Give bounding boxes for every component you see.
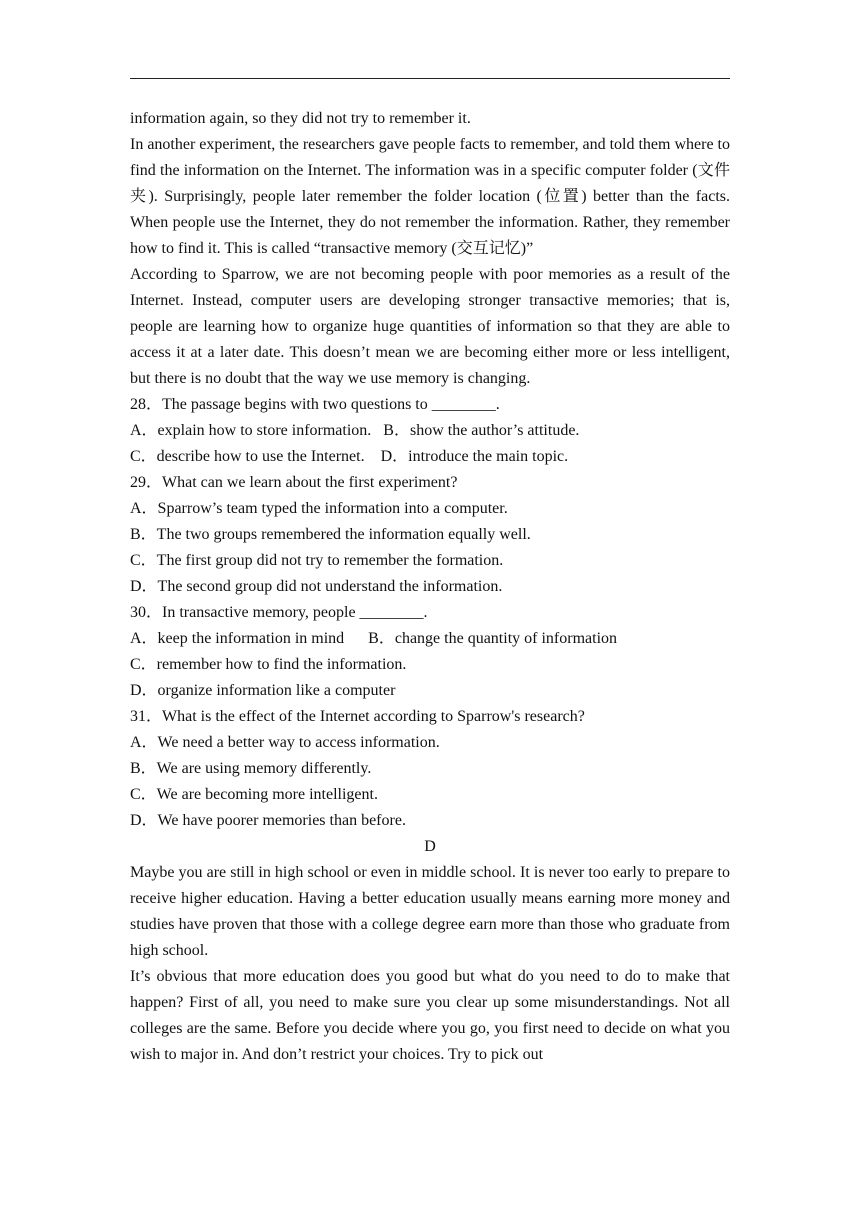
option-line: B．The two groups remembered the information equally well.: [130, 526, 531, 543]
question-29: [130, 470, 730, 600]
passage-d-paragraph-1: Maybe you are still in high school or even in middle school. It is never too early to prepare to receive higher education. Having a better education usually means earning more money and studies have proven that those with a college degree earn more than those who graduate from high school.: [130, 864, 730, 959]
header-rule: [130, 78, 730, 79]
option-line: C．The first group did not try to remember the formation.: [130, 552, 504, 569]
option-line: B．We are using memory differently.: [130, 760, 372, 777]
option-line: C．describe how to use the Internet. D．introduce the main topic.: [130, 448, 569, 465]
option-line: D．organize information like a computer: [130, 682, 396, 699]
question-31: [130, 704, 730, 834]
option-line: C．We are becoming more intelligent.: [130, 786, 378, 803]
section-heading-d: D: [424, 838, 436, 855]
page-content: [130, 106, 730, 1068]
option-line: D．We have poorer memories than before.: [130, 812, 406, 829]
option-line: A．Sparrow’s team typed the information into a computer.: [130, 500, 508, 517]
option-line: A．explain how to store information. B．show the author’s attitude.: [130, 422, 580, 439]
option-line: C．remember how to find the information.: [130, 656, 407, 673]
question-30: [130, 600, 730, 704]
passage-d-paragraph-2: It’s obvious that more education does you good but what do you need to do to make that happen? First of all, you need to make sure you clear up some misunderstandings. Not all colleges are the same. Before you decide where you go, you first need to decide on what you wish to major in. And don’t restrict your choices. Try to pick out: [130, 968, 730, 1063]
question-stem: 31．What is the effect of the Internet according to Sparrow's research?: [130, 708, 585, 725]
option-line: A．keep the information in mind B．change the quantity of information: [130, 630, 618, 647]
question-stem: 30．In transactive memory, people ________.: [130, 604, 428, 621]
passage-c-paragraph-2: In another experiment, the researchers gave people facts to remember, and told them where to find the information on the Internet. The information was in a specific computer folder (文件夹). Surprisingly, people later remember the folder location (位置) better than the facts. When people use the Internet, they do not remember the information. Rather, they remember how to find it. This is called “transactive memory (交互记忆)”: [130, 136, 730, 257]
question-stem: 29．What can we learn about the first experiment?: [130, 474, 458, 491]
question-28: [130, 392, 730, 470]
option-line: D．The second group did not understand the information.: [130, 578, 503, 595]
passage-c-paragraph-1: information again, so they did not try to remember it.: [130, 110, 471, 127]
passage-c-paragraph-3: According to Sparrow, we are not becoming people with poor memories as a result of the Internet. Instead, computer users are developing stronger transactive memories; that is, people are learning how to organize huge quantities of information so that they are able to access it at a later date. This doesn’t mean we are becoming either more or less intelligent, but there is no doubt that the way we use memory is changing.: [130, 266, 730, 387]
question-stem: 28．The passage begins with two questions to ________.: [130, 396, 500, 413]
option-line: A．We need a better way to access information.: [130, 734, 440, 751]
